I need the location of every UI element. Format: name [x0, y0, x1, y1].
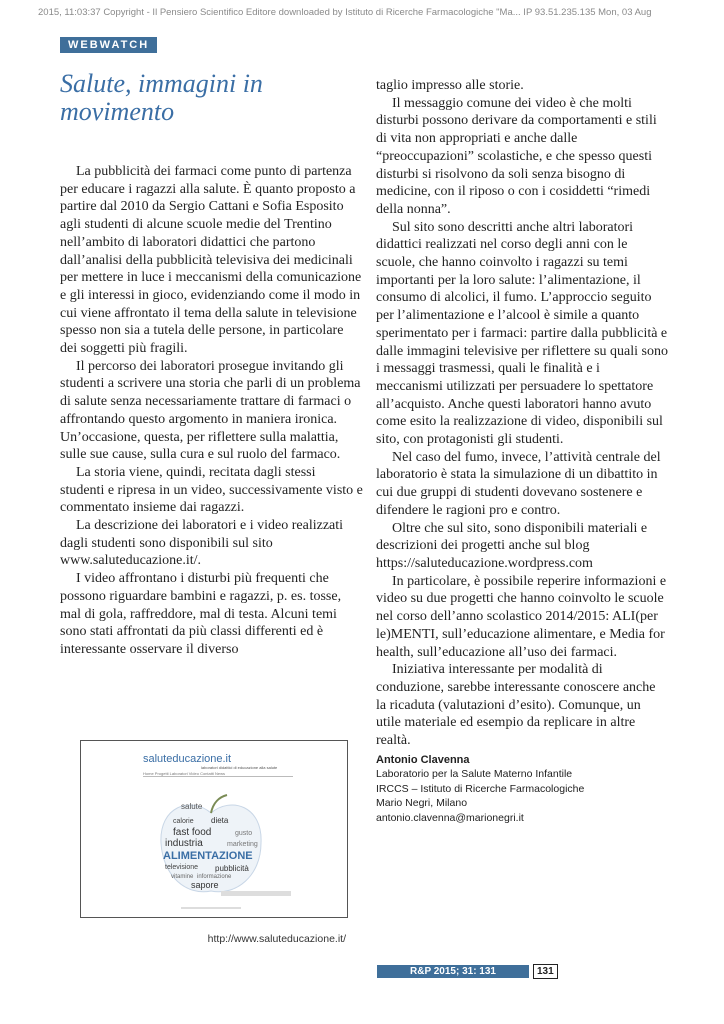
- cloud-word: marketing: [227, 841, 258, 848]
- site-footer-bar: [221, 891, 291, 896]
- cloud-word: calorie: [173, 818, 194, 825]
- paragraph: Il percorso dei laboratori prosegue invitando gli studenti a scrivere una storia che parli di un problema di salute senza necessariamente trattare di farmaci o affrontando questo argomento in maniera ironica. Un’occasione, questa, per riflettere sulla malattia, sulle sue cause, sulla cura e sul ruolo del farmaco.: [60, 358, 361, 463]
- site-subtitle: laboratori didattici di educazione alla salute: [201, 765, 278, 770]
- author-affiliation: Mario Negri, Milano: [376, 797, 468, 810]
- paragraph: I video affrontano i disturbi più frequenti che possono riguardare bambini e ragazzi, p. es. tosse, mal di gola, raffreddore, mal di testa. Alcuni temi sono stati affrontati da più classi differenti ed è interessante osservare il diverso: [60, 571, 342, 657]
- journal-reference: R&P 2015; 31: 131: [377, 965, 529, 978]
- paragraph-continuation: taglio impresso alle storie.: [376, 78, 524, 93]
- cloud-word: dieta: [211, 816, 229, 825]
- paragraph: La descrizione dei laboratori e i video realizzati dagli studenti sono disponibili sul sito www.saluteducazione.it/.: [60, 518, 344, 569]
- paragraph: Iniziativa interessante per modalità di conduzione, sarebbe interessante conoscere anche la ricaduta (valutazioni d’esito). Comunque, un utile materiale ed esempio da replicare in altre realtà.: [376, 662, 656, 749]
- figure-caption: http://www.saluteducazione.it/: [207, 933, 346, 945]
- cloud-word: pubblicità: [215, 864, 249, 873]
- cloud-word: industria: [165, 838, 203, 849]
- site-logo: saluteducazione.it: [143, 753, 232, 765]
- section-tag: WEBWATCH: [60, 37, 157, 53]
- right-column: [376, 77, 669, 825]
- article-title: Salute, immagini in movimento: [60, 69, 263, 126]
- author-name: Antonio Clavenna: [376, 753, 470, 766]
- paragraph: Oltre che sul sito, sono disponibili materiali e descrizioni dei progetti anche sul blog https://saluteducazione.wordpress.com: [376, 520, 648, 571]
- author-block: [376, 753, 669, 826]
- cloud-word: ALIMENTAZIONE: [163, 850, 253, 862]
- paragraph: Sul sito sono descritti anche altri laboratori didattici realizzati nel corso degli anni con le scuole, che hanno coinvolto i ragazzi su temi importanti per la loro salute: l’alimentazione, il consumo di alcolici, il fumo. L’approccio seguito per l’alimentazione e l’alcool è simile a quanto sperimentato per i farmaci: partire dalla pubblicità e dalle immagini televisive per riflettere su quali sono i messaggi trasmessi, quali le finalità e i meccanismi utilizzati per persuadere lo spettatore all’acquisto. Anche questi laboratori hanno avuto come esito la realizzazione di video, disponibili sul sito, con protagonisti gli studenti.: [376, 219, 668, 448]
- cloud-word: fast food: [173, 827, 212, 838]
- cloud-word: gusto: [235, 830, 253, 837]
- paragraph: In particolare, è possibile reperire informazioni e video su due progetti che hanno coinvolto le scuole nel corso dell’anno scolastico 2014/2015: ALI(per le)MENTI, sull’educazione alimentare, e Media for health, sull’educazione all’uso dei farmaci.: [376, 573, 667, 660]
- cloud-word: salute: [181, 802, 203, 811]
- cloud-word: informazione: [197, 874, 232, 880]
- author-affiliation: Laboratorio per la Salute Materno Infantile: [376, 768, 573, 781]
- paragraph: Il messaggio comune dei video è che molti disturbi possono derivare da comportamenti e stili di vita non appropriati e anche dalle “preoccupazioni” scolastiche, e che spesso questi disturbi si risolvono da soli senza bisogno di medicine, con il riposo o con i cosiddetti “rimedi della nonna”.: [376, 95, 657, 217]
- site-nav: Home Progetti Laboratori Video Contatti News: [143, 771, 293, 777]
- author-affiliation: IRCCS – Istituto di Ricerche Farmacologiche: [376, 782, 585, 795]
- cloud-word: sapore: [191, 880, 219, 890]
- word-cloud-apple: [151, 791, 271, 901]
- copyright-notice: 2015, 11:03:37 Copyright - Il Pensiero Scientifico Editore downloaded by Istituto di Ricerche Farmacologiche "Ma... IP 93.51.235.135 Mon, 03 Aug: [38, 7, 652, 18]
- page-number: 131: [533, 964, 558, 979]
- site-footer-line: [181, 907, 241, 909]
- cloud-word: televisione: [165, 864, 199, 871]
- left-column: [60, 163, 363, 659]
- cloud-word: vitamine: [171, 874, 194, 880]
- author-email: antonio.clavenna@marionegri.it: [376, 811, 524, 824]
- website-screenshot: [80, 740, 348, 918]
- paragraph: La pubblicità dei farmaci come punto di partenza per educare i ragazzi alla salute. È quanto proposto a partire dal 2010 da Sergio Cattani e Sofia Esposito agli studenti di alcune scuole medie del Trentino nell’ambito di laboratori didattici che partono dall’analisi della pubblicità televisiva dei medicinali per mettere in luce i meccanismi della comunicazione e gli interessi in gioco, evidenziando come il modo in cui viene affrontato il tema della salute in televisione spesso non sia a tutela delle persone, in particolare dei soggetti più fragili.: [60, 164, 362, 357]
- paragraph: La storia viene, quindi, recitata dagli stessi studenti e ripresa in un video, successivamente visto e commentato insieme dai ragazzi.: [60, 464, 363, 516]
- paragraph: Nel caso del fumo, invece, l’attività centrale del laboratorio è stata la simulazione di un dibattito in cui due gruppi di studenti dovevano sostenere e difendere le ragioni pro e contro.: [376, 449, 661, 518]
